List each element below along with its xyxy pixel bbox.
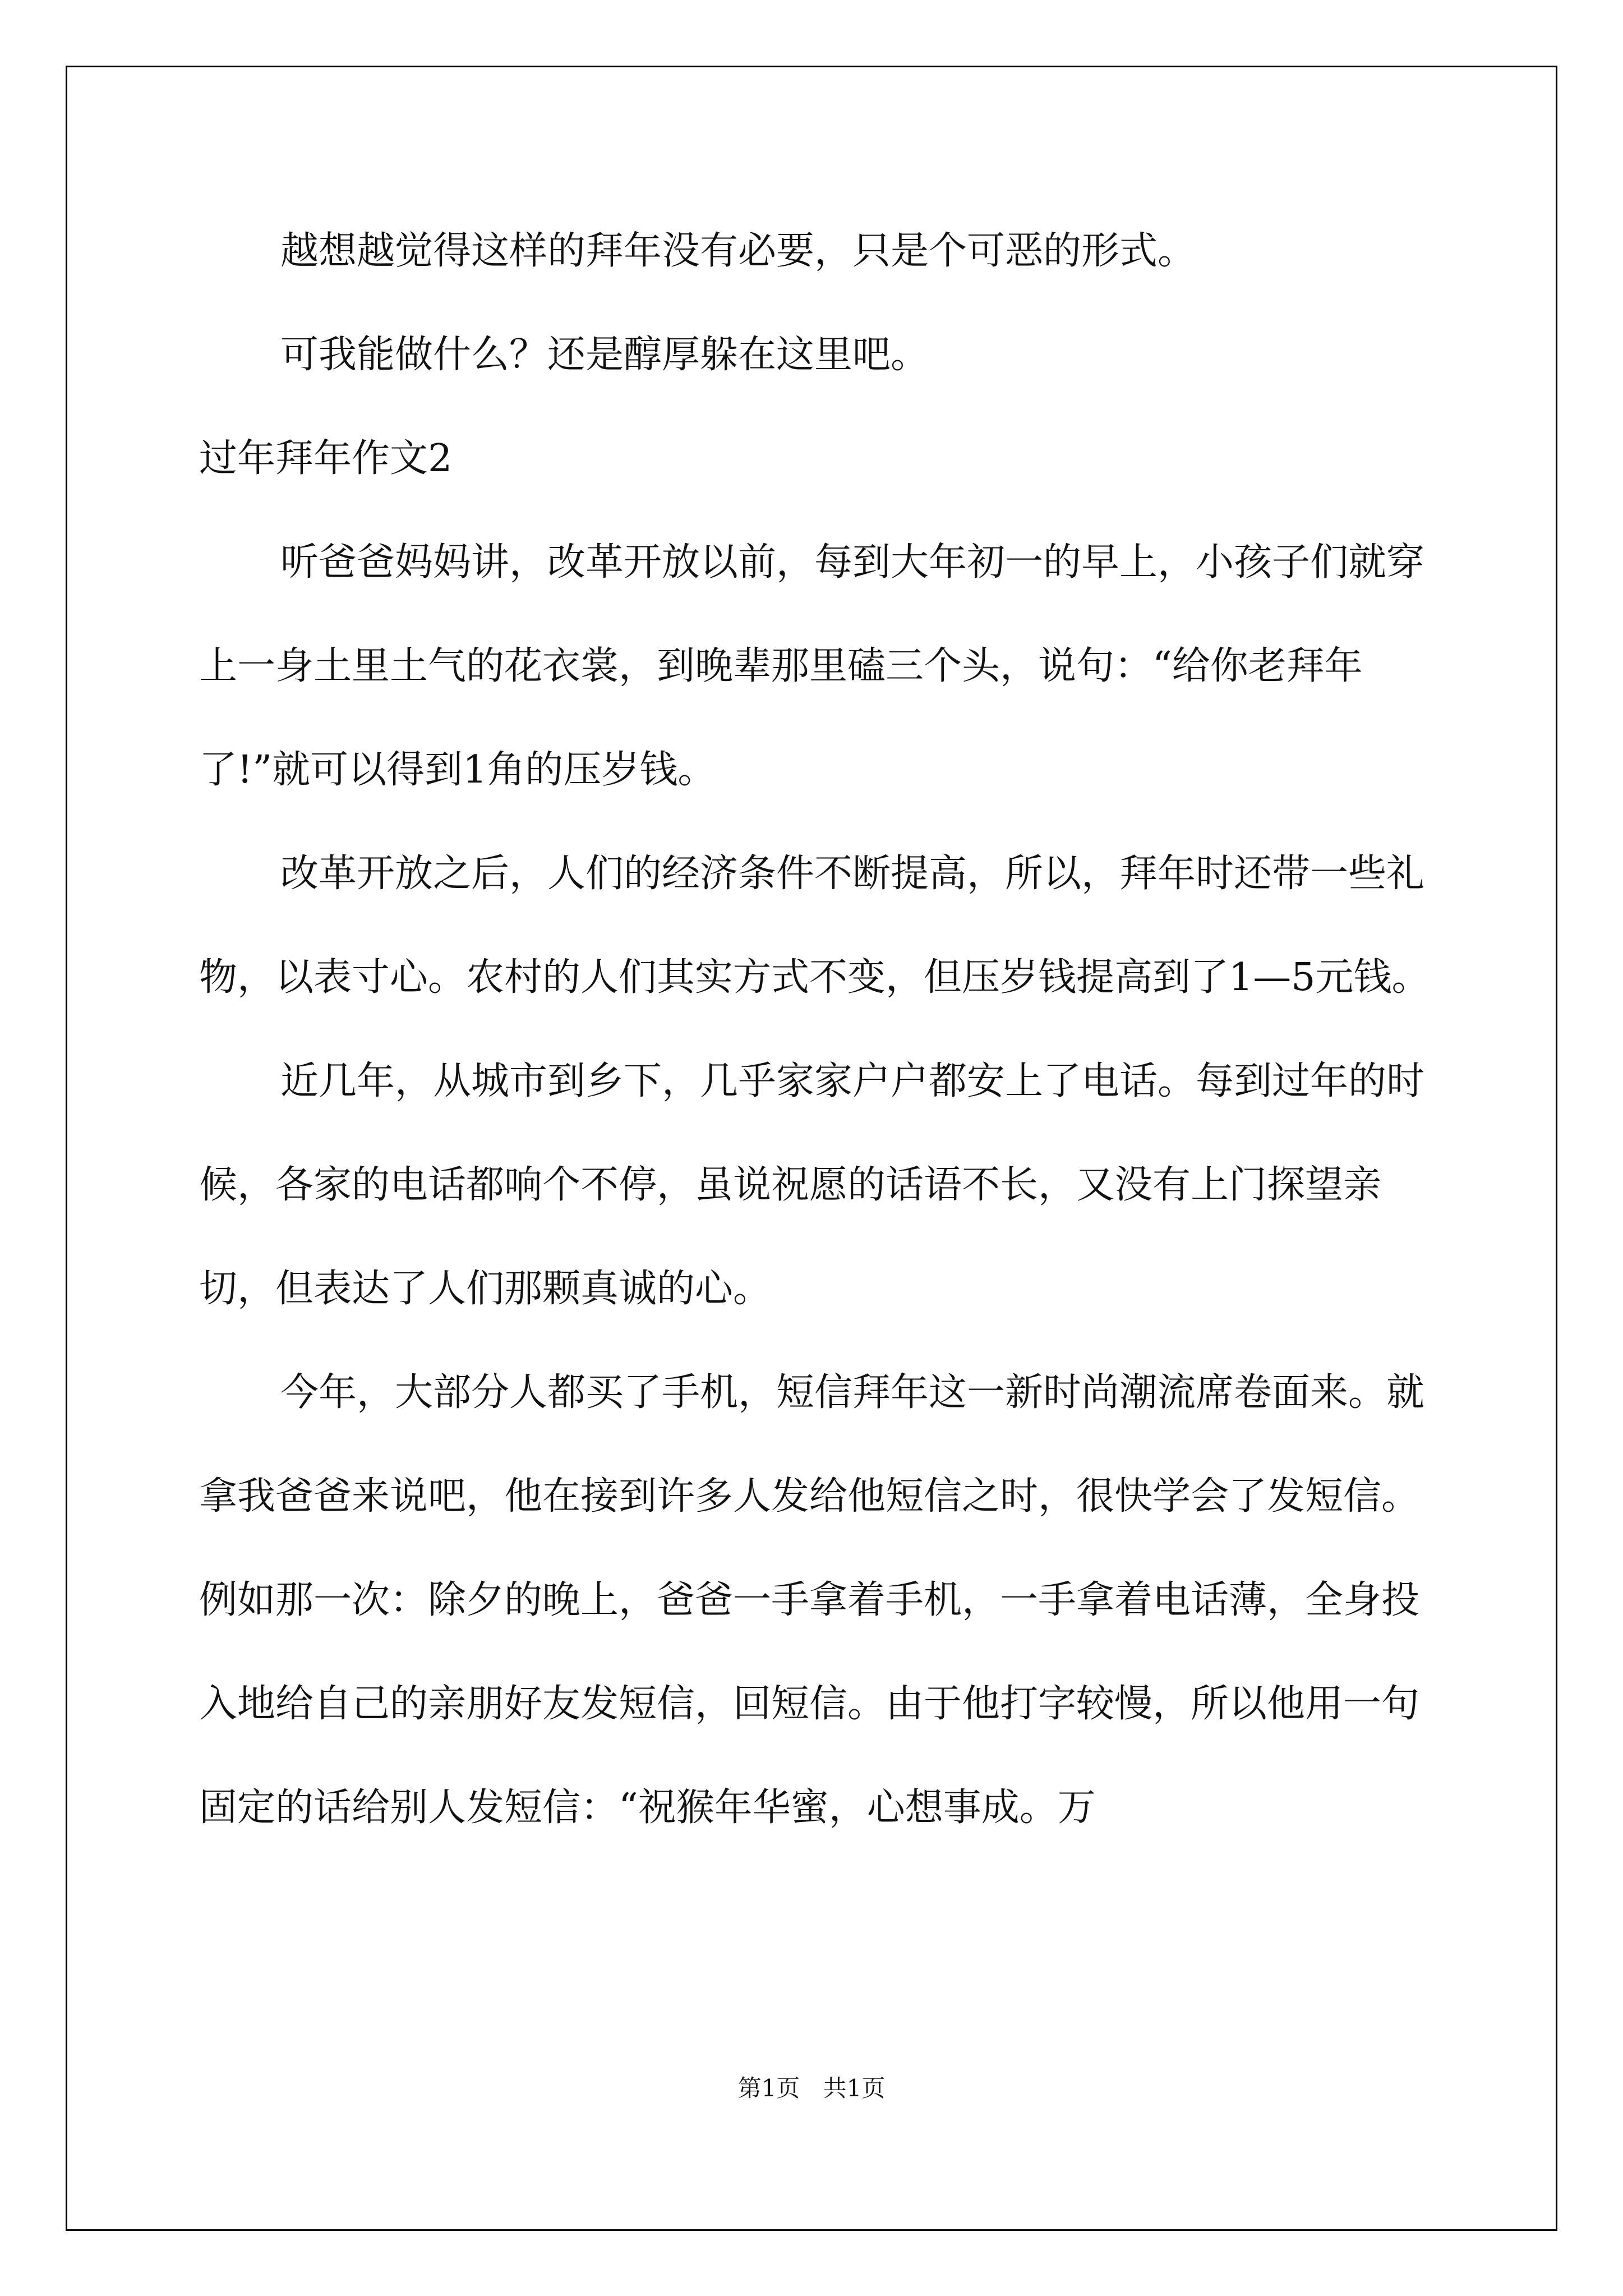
paragraph: 越想越觉得这样的拜年没有必要，只是个可恶的形式。 — [280, 229, 1196, 273]
document-body — [199, 199, 1455, 1860]
paragraph: 近几年，从城市到乡下，几乎家家户户都安上了电话。每到过年的时候，各家的电话都响个不停，虽说祝愿的话语不长，又没有上门探望亲切，但表达了人们那颗真诚的心。 — [199, 1059, 1425, 1311]
page-number: 第1页 — [737, 2074, 800, 2102]
paragraph: 今年，大部分人都买了手机，短信拜年这一新时尚潮流席卷面来。就拿我爸爸来说吧，他在接到许多人发给他短信之时，很快学会了发短信。例如那一次：除夕的晚上，爸爸一手拿着手机，一手拿着电话薄，全身投入地给自己的亲朋好友发短信，回短信。由于他打字较慢，所以他用一句固定的话给别人发短信：“祝猴年华蜜，心想事成。万 — [199, 1370, 1425, 1830]
page-footer — [0, 2070, 1623, 2104]
page-total: 共1页 — [823, 2074, 886, 2102]
paragraph: 听爸爸妈妈讲，改革开放以前，每到大年初一的早上，小孩子们就穿上一身土里土气的花衣裳，到晚辈那里磕三个头，说句：“给你老拜年了!”就可以得到1角的压岁钱。 — [199, 540, 1425, 792]
section-heading: 过年拜年作文2 — [199, 436, 453, 481]
paragraph: 改革开放之后，人们的经济条件不断提高，所以，拜年时还带一些礼物，以表寸心。农村的人们其实方式不变，但压岁钱提高到了1—5元钱。 — [199, 852, 1430, 1000]
paragraph: 可我能做什么？还是醇厚躲在这里吧。 — [280, 333, 929, 377]
